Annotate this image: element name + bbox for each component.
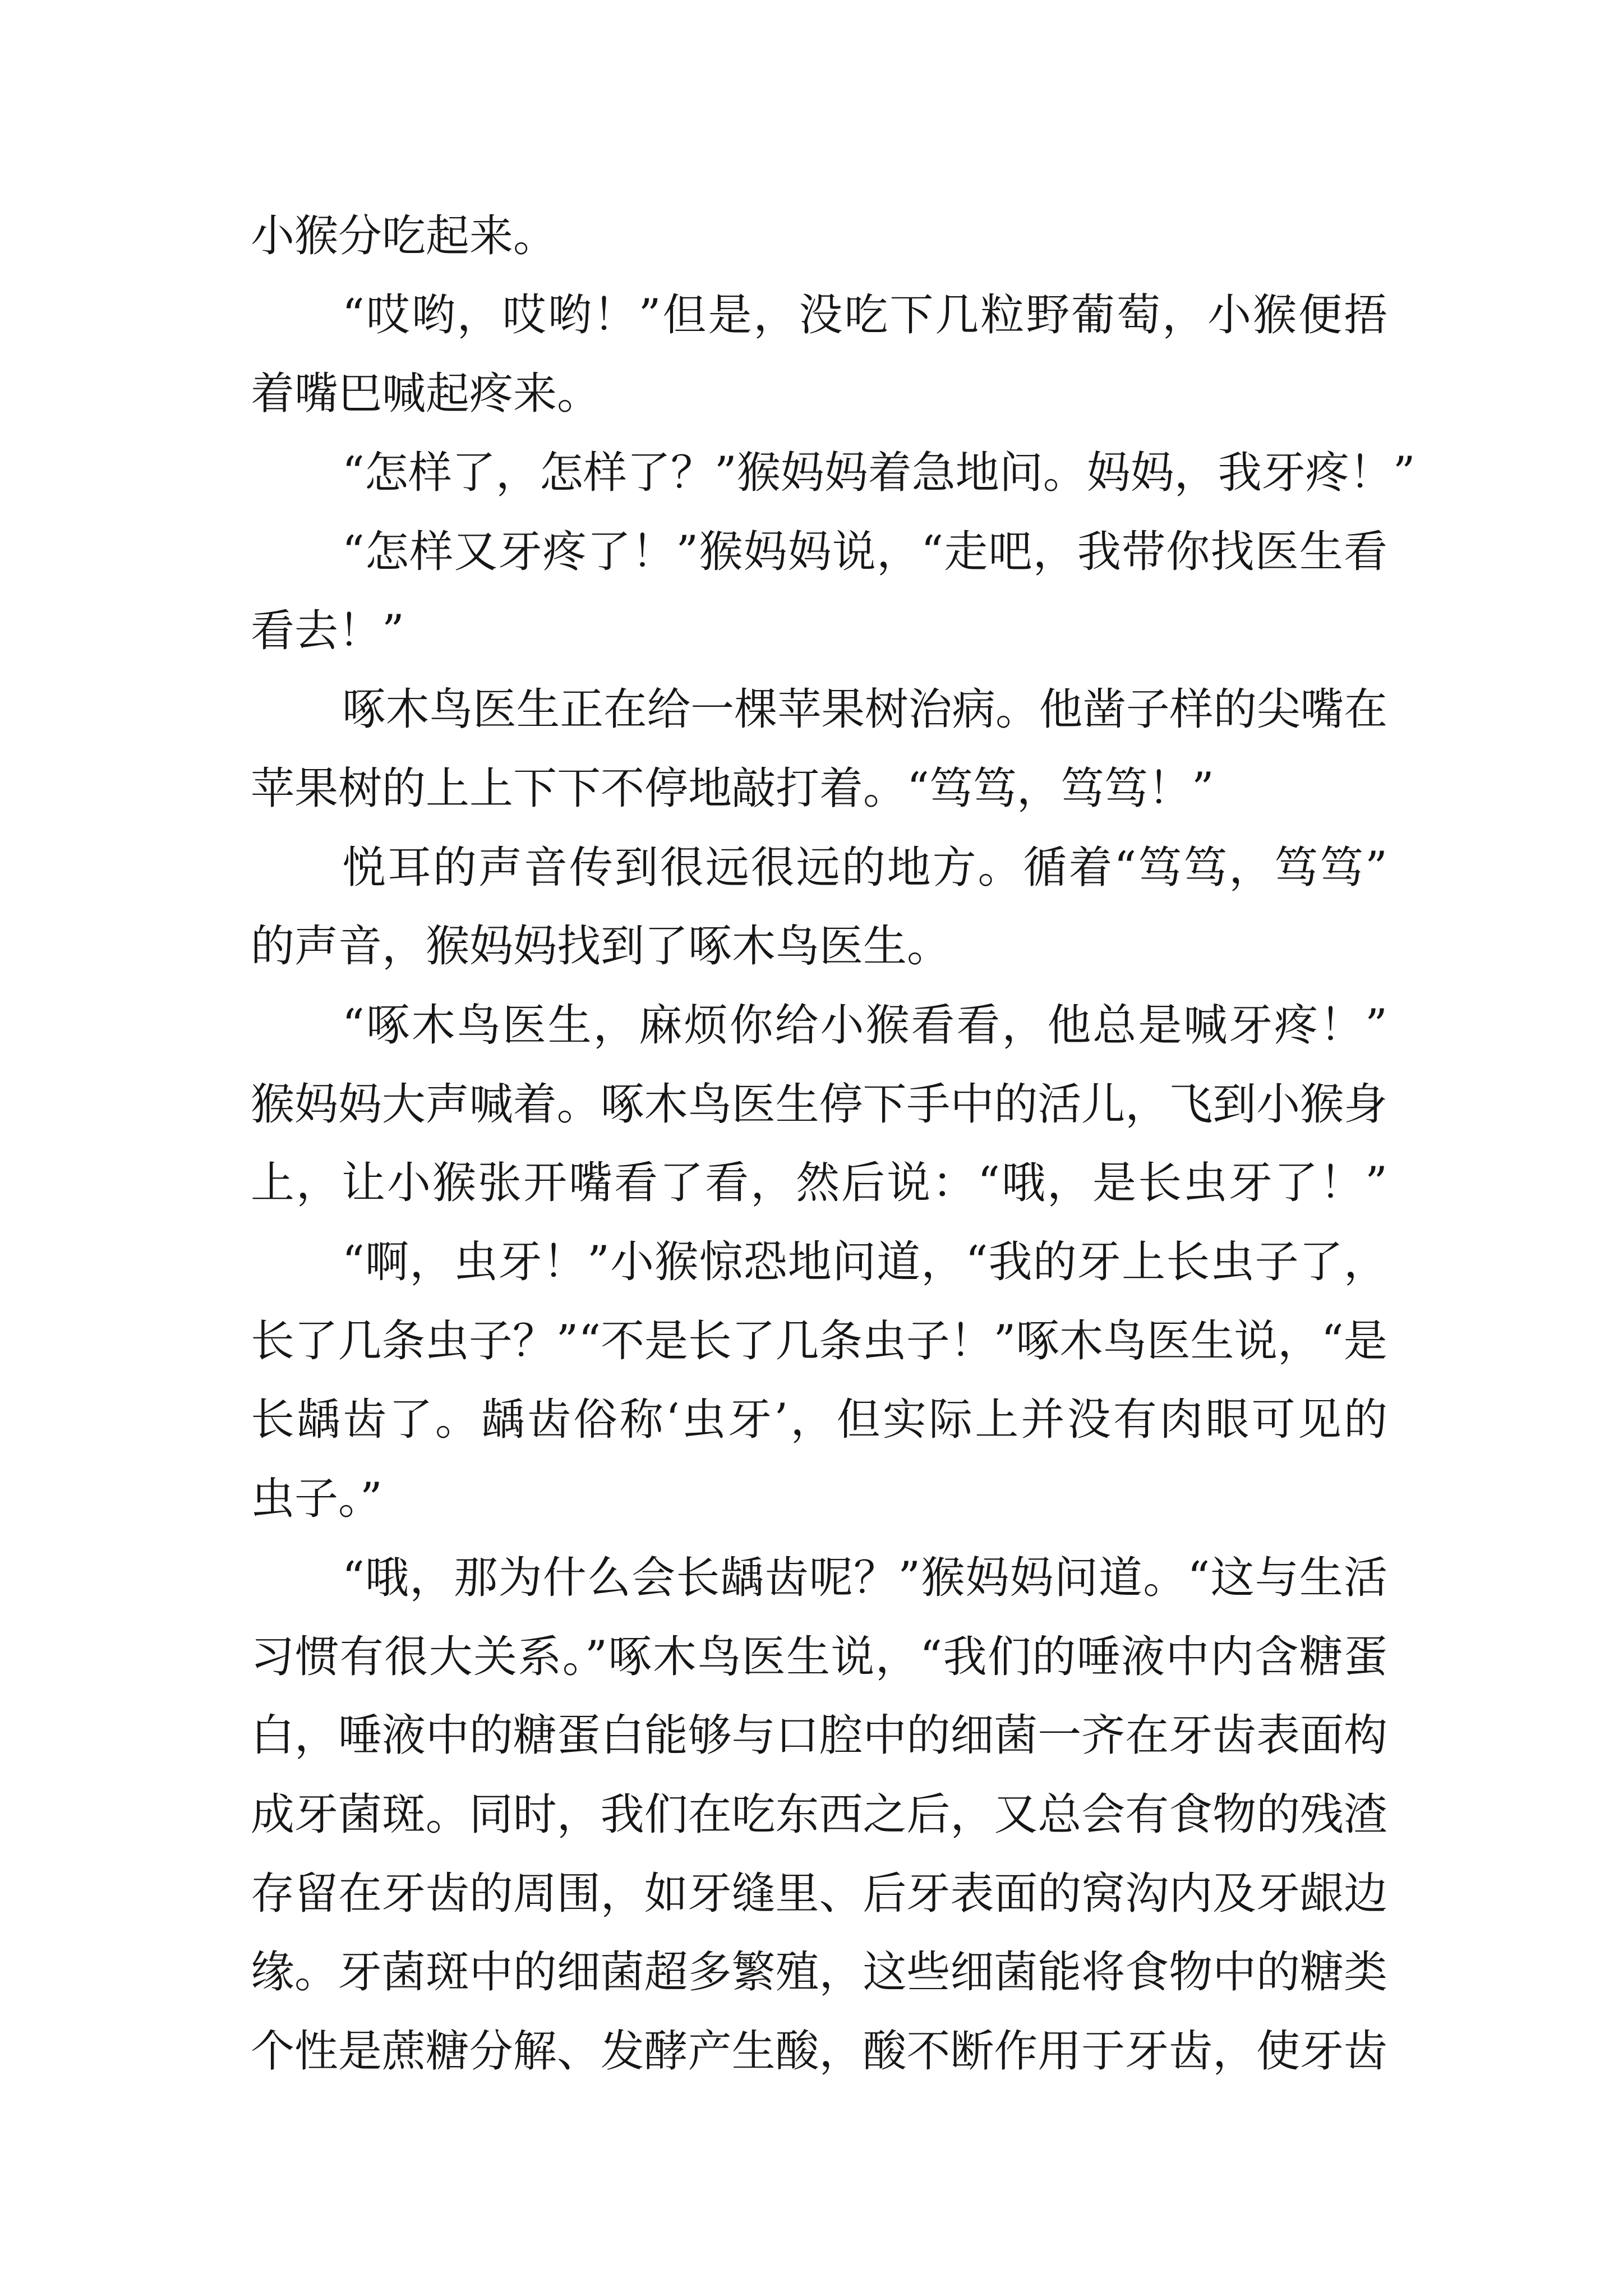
text-line: 长龋齿了。龋齿俗称‘虫牙’，但实际上并没有肉眼可见的 [251,1395,1387,1445]
text-line: 长了几条虫子？”“不是长了几条虫子！”啄木鸟医生说，“是 [251,1316,1387,1366]
text-line: 悦耳的声音传到很远很远的地方。循着“笃笃，笃笃” [342,843,1387,893]
text-line: 上，让小猴张开嘴看了看，然后说：“哦，是长虫牙了！” [251,1158,1387,1208]
text-line: 苹果树的上上下下不停地敲打着。“笃笃，笃笃！” [251,763,1214,814]
text-line: 习惯有很大关系。”啄木鸟医生说，“我们的唾液中内含糖蛋 [251,1632,1387,1682]
text-line: 成牙菌斑。同时，我们在吃东西之后，又总会有食物的残渣 [251,1789,1388,1840]
text-line: 看去！” [251,606,404,656]
text-line: 存留在牙齿的周围，如牙缝里、后牙表面的窝沟内及牙龈边 [251,1869,1388,1919]
text-line: “哎哟，哎哟！”但是，没吃下几粒野葡萄，小猴便捂 [342,290,1387,341]
text-line: 的声音，猴妈妈找到了啄木鸟医生。 [251,921,951,972]
text-line: 白，唾液中的糖蛋白能够与口腔中的细菌一齐在牙齿表面构 [251,1710,1388,1761]
text-line: 着嘴巴喊起疼来。 [251,369,601,419]
text-line: 小猴分吃起来。 [251,211,557,261]
text-line: 个性是蔗糖分解、发酵产生酸，酸不断作用于牙齿，使牙齿 [251,2026,1388,2077]
text-line: “啊，虫牙！”小猴惊恐地问道，“我的牙上长虫子了， [342,1237,1387,1287]
text-line: 缘。牙菌斑中的细菌超多繁殖，这些细菌能将食物中的糖类 [251,1947,1388,1998]
text-line: “啄木鸟医生，麻烦你给小猴看看，他总是喊牙疼！” [342,1000,1387,1051]
text-line: “怎样又牙疼了！”猴妈妈说，“走吧，我带你找医生看 [342,527,1387,577]
text-line: 啄木鸟医生正在给一棵苹果树治病。他凿子样的尖嘴在 [342,684,1388,735]
text-line: 猴妈妈大声喊着。啄木鸟医生停下手中的活儿，飞到小猴身 [251,1079,1388,1130]
text-line: “怎样了，怎样了？”猴妈妈着急地问。妈妈，我牙疼！” [342,448,1415,498]
text-line: 虫子。” [251,1474,382,1524]
text-line: “哦，那为什么会长龋齿呢？”猴妈妈问道。“这与生活 [342,1553,1387,1603]
